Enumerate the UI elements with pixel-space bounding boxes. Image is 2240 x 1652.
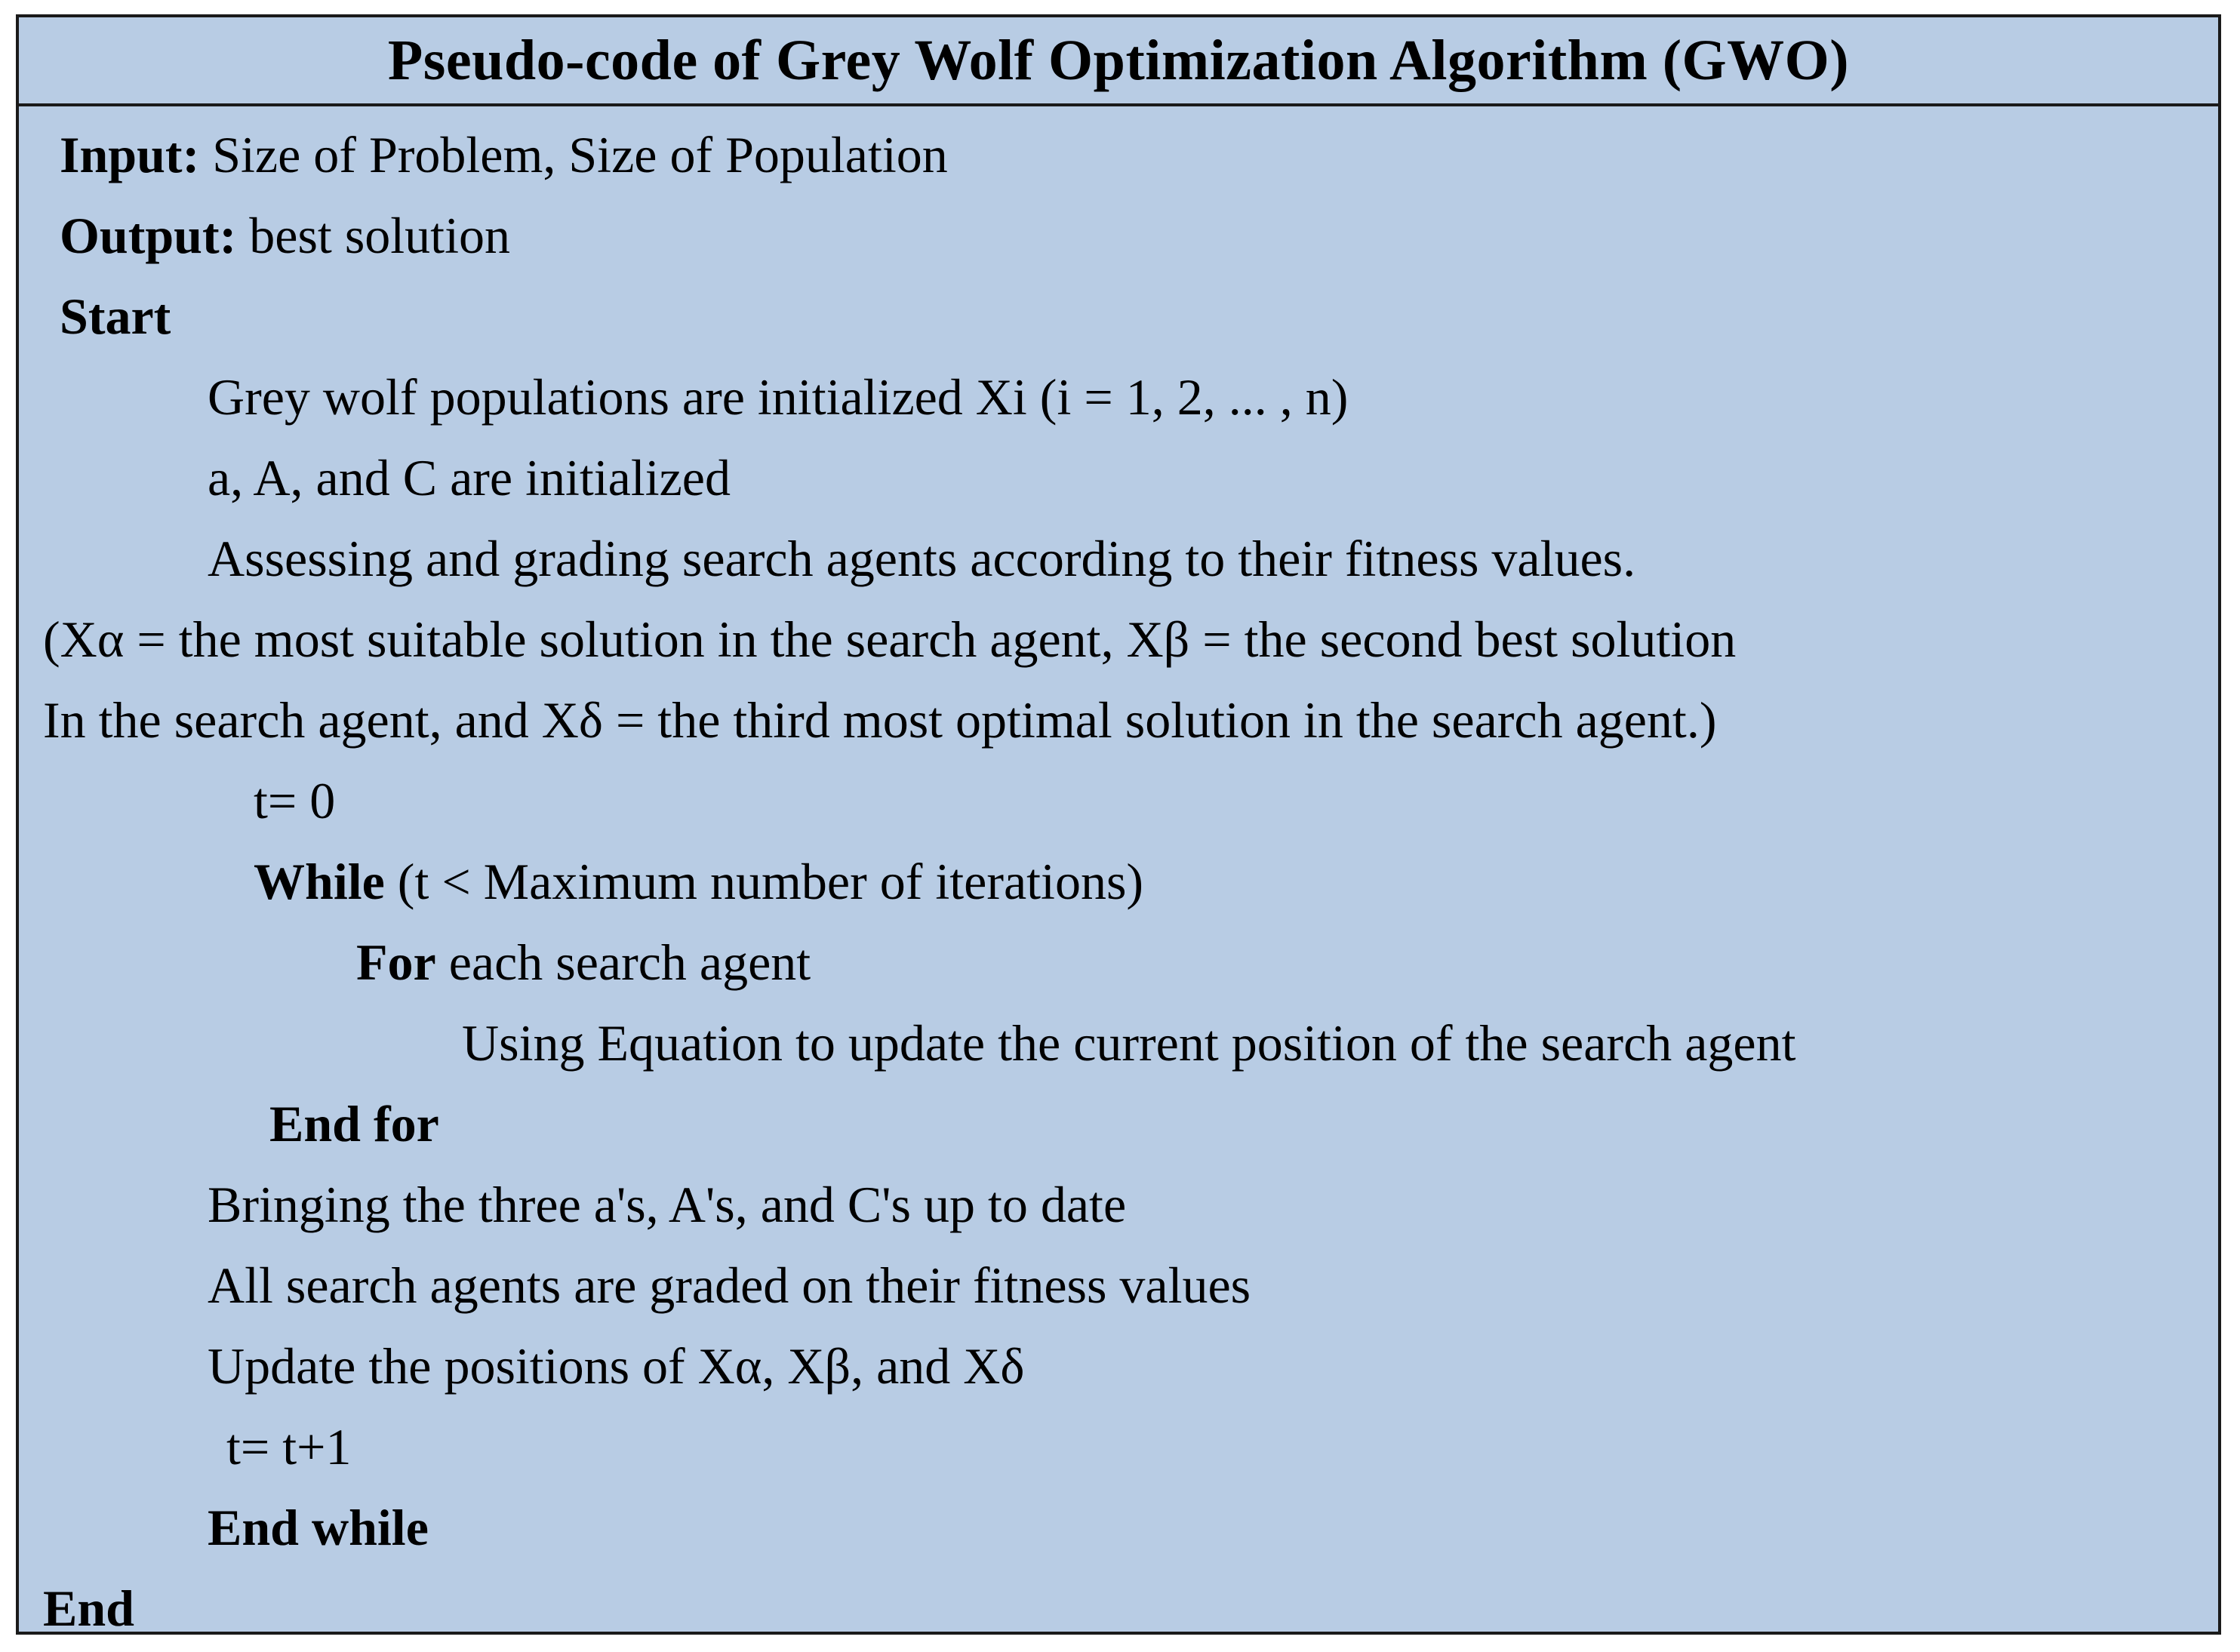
code-line-output — [60, 207, 510, 264]
code-line-assess — [208, 530, 1636, 587]
keyword: While — [254, 853, 385, 910]
code-line-definitions-1 — [43, 611, 1737, 668]
code-line-init-population — [208, 368, 1349, 426]
keyword: Input: — [60, 126, 200, 183]
line-text: a, A, and C are initialized — [208, 449, 731, 506]
line-text: t= 0 — [254, 772, 336, 829]
code-line-grade-agents — [208, 1257, 1251, 1314]
code-line-end — [43, 1580, 134, 1637]
line-text: (t < Maximum number of iterations) — [384, 853, 1144, 910]
keyword: End for — [269, 1095, 439, 1152]
pseudocode-title: Pseudo-code of Grey Wolf Optimization Algorithm (GWO) — [19, 17, 2218, 106]
line-text: t= t+1 — [226, 1418, 352, 1475]
code-line-for — [356, 934, 811, 991]
keyword: End — [43, 1580, 134, 1637]
line-text: Using Equation to update the current position of the search agent — [462, 1014, 1796, 1072]
code-line-update-params — [208, 1176, 1127, 1233]
pseudocode-box — [16, 14, 2221, 1635]
keyword: For — [356, 934, 436, 991]
line-text: All search agents are graded on their fitness values — [208, 1257, 1251, 1314]
line-text: Grey wolf populations are initialized Xi (i = 1, 2, ... , n) — [208, 368, 1349, 426]
keyword: Output: — [60, 207, 237, 264]
code-line-definitions-2 — [43, 691, 1717, 749]
line-text: best solution — [236, 207, 510, 264]
code-line-end-while — [208, 1499, 429, 1556]
keyword: End while — [208, 1499, 429, 1556]
line-text: In the search agent, and Xδ = the third most optimal solution in the search agent.) — [43, 691, 1717, 749]
line-text: Bringing the three a's, A's, and C's up to date — [208, 1176, 1127, 1233]
code-line-update-position — [462, 1014, 1796, 1072]
code-line-init-params — [208, 449, 731, 506]
code-line-t-init — [254, 772, 336, 829]
line-text: (Xα = the most suitable solution in the search agent, Xβ = the second best solution — [43, 611, 1737, 668]
code-line-start — [60, 288, 171, 345]
code-line-end-for — [269, 1095, 439, 1152]
code-line-update-leaders — [208, 1337, 1025, 1395]
line-text: Size of Problem, Size of Population — [199, 126, 948, 183]
keyword: Start — [60, 288, 171, 345]
line-text: each search agent — [435, 934, 811, 991]
line-text: Assessing and grading search agents according to their fitness values. — [208, 530, 1636, 587]
code-line-t-increment — [226, 1418, 352, 1475]
line-text: Update the positions of Xα, Xβ, and Xδ — [208, 1337, 1025, 1395]
code-line-input — [60, 126, 948, 183]
code-line-while — [254, 853, 1144, 910]
